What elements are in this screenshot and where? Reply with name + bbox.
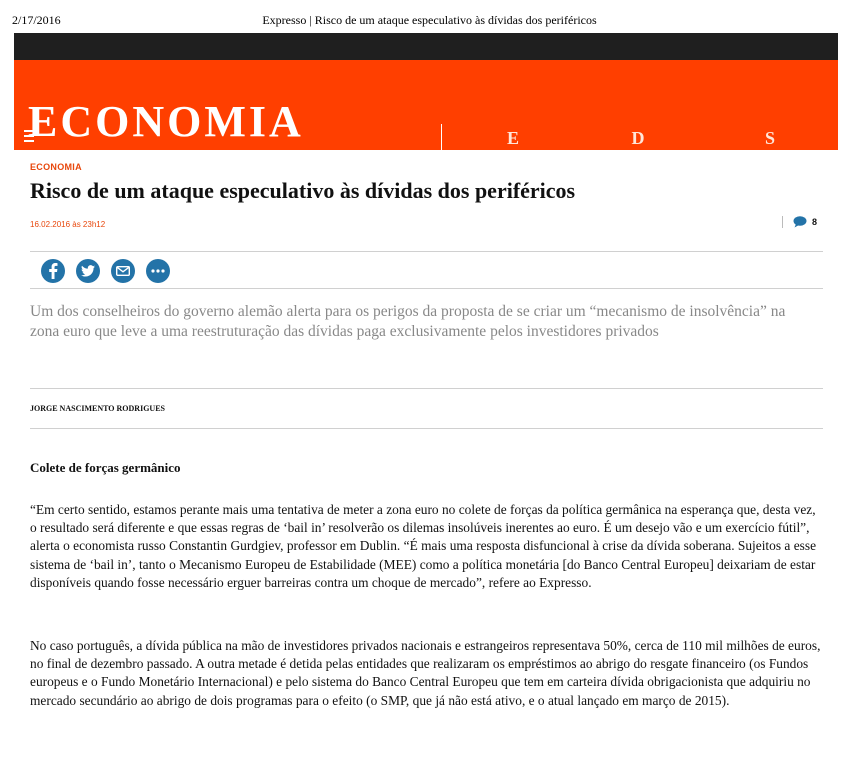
- facebook-icon[interactable]: [41, 259, 65, 283]
- comment-bubble-icon: [793, 216, 807, 228]
- comment-count: 8: [811, 217, 817, 227]
- nav-item-s[interactable]: S: [764, 128, 775, 148]
- comments-separator: [782, 216, 783, 228]
- top-navigation-bar: [14, 33, 838, 60]
- section-banner: [14, 60, 838, 150]
- print-date: 2/17/2016: [12, 13, 61, 27]
- divider: [30, 388, 823, 389]
- article-timestamp: 16.02.2016 às 23h12: [30, 220, 106, 229]
- divider: [30, 428, 823, 429]
- article-subhead: Colete de forças germânico: [30, 460, 181, 475]
- comments-link[interactable]: [782, 216, 817, 228]
- divider: [30, 288, 823, 289]
- print-page-title: Expresso | Risco de um ataque especulativo às dívidas dos periféricos: [262, 13, 597, 27]
- twitter-icon[interactable]: [76, 259, 100, 283]
- more-icon[interactable]: [146, 259, 170, 283]
- email-icon[interactable]: [111, 259, 135, 283]
- nav-item-d[interactable]: D: [631, 128, 645, 148]
- share-buttons: [41, 259, 181, 283]
- article-byline[interactable]: JORGE NASCIMENTO RODRIGUES: [30, 404, 165, 413]
- article-paragraph: No caso português, a dívida pública na mão de investidores privados nacionais e estrangeiros representava 50%, cerca de 110 mil milhões de euros, no final de dezembro passado. A outra metade é detida pelas entidades que realizaram os empréstimos ao abrigo do resgate financeiro (os Fundos europeus e o Fundo Monetário Internacional) e pelo sistema do Banco Central Europeu que tem em carteira dívida obrigacionista que adquiriu no mercado secundário ao abrigo de dois programas para o efeito (o SMP, que já não está ativo, e o atual lançado em março de 2015).: [30, 638, 821, 708]
- article-kicker[interactable]: ECONOMIA: [30, 162, 82, 172]
- print-header: [0, 0, 859, 30]
- section-title[interactable]: ECONOMIA: [28, 97, 304, 146]
- nav-divider: [441, 124, 442, 150]
- divider: [30, 251, 823, 252]
- nav-item-e[interactable]: E: [506, 128, 519, 148]
- article-headline: Risco de um ataque especulativo às dívidas dos periféricos: [30, 178, 576, 203]
- article-lead: Um dos conselheiros do governo alemão alerta para os perigos da proposta de se criar um “mecanismo de insolvência” na zona euro que leve a uma reestruturação das dívidas paga exclusivamente pelos investidores privados: [30, 303, 786, 340]
- article-paragraph: “Em certo sentido, estamos perante mais uma tentativa de meter a zona euro no colete de forças da política germânica na esperança que, desta vez, o resultado será diferente e que essas regras de ‘bail in’ resolverão os dilemas insolúveis inerentes ao euro. É um desejo vão e um exercício fútil”, alerta o economista russo Constantin Gurdgiev, professor em Dublin. “É mais uma resposta disfuncional à crise da dívida soberana. Sujeitos a esse sistema de ‘bail in’, tanto o Mecanismo Europeu de Estabilidade (MEE) como a política monetária [do Banco Central Europeu] deixariam de estar disponíveis quando fosse necessário erguer barreiras contra um choque de mercado”, refere ao Expresso.: [30, 502, 817, 590]
